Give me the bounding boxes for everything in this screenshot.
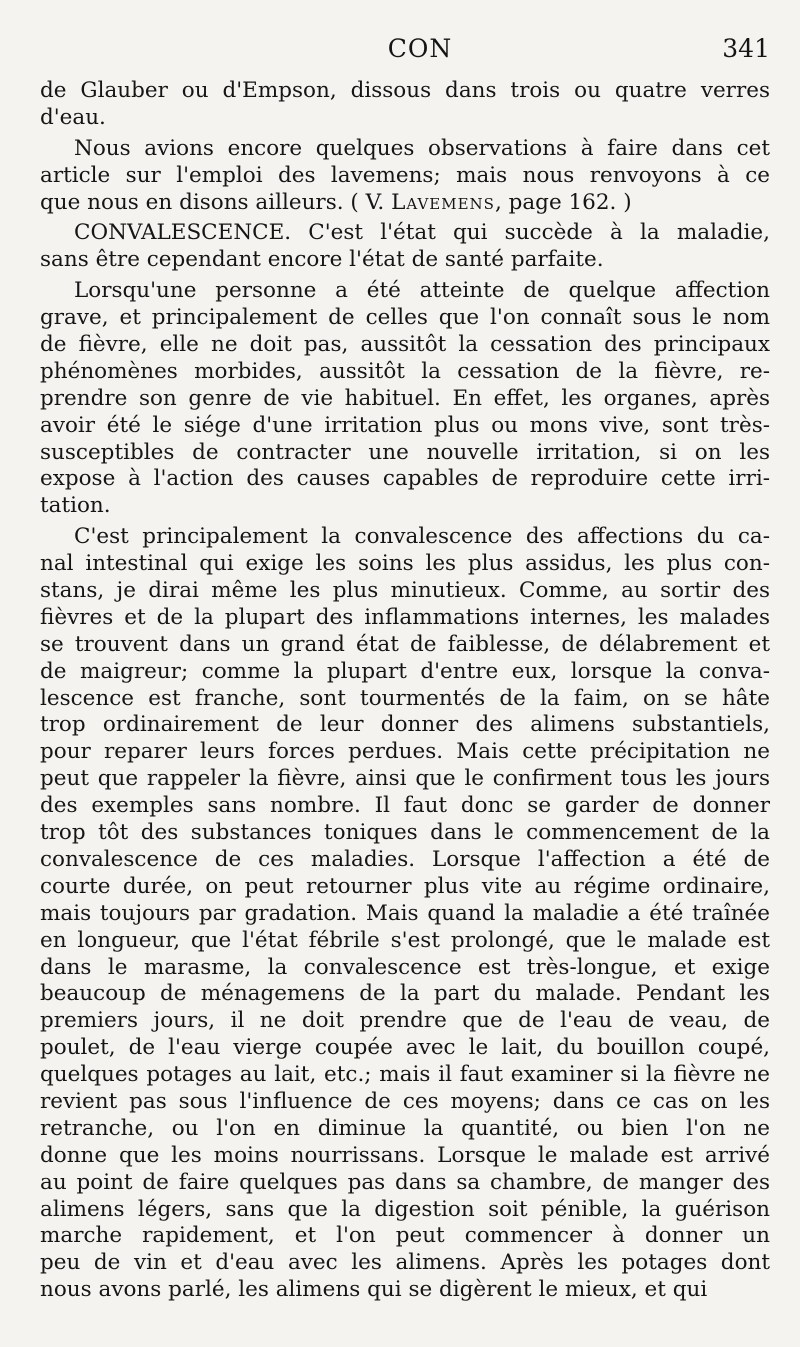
text-line: quelques potages au lait, etc.; mais il faut examiner si la fièvre ne <box>40 1062 770 1088</box>
paragraph <box>40 220 770 274</box>
text-line: revient pas sous l'influence de ces moyens; dans ce cas on les <box>40 1088 770 1114</box>
text-line: expose à l'action des causes capables de reproduire cette irri- <box>40 466 770 492</box>
text-line: fièvres et de la plupart des inflammations internes, les malades <box>40 604 770 630</box>
text-line: de Glauber ou d'Empson, dissous dans trois ou quatre verres <box>40 78 770 103</box>
text-line: au point de faire quelques pas dans sa chambre, de manger des <box>40 1169 770 1195</box>
page-number: 341 <box>722 34 770 63</box>
text-line: grave, et principalement de celles que l'on connaît sous le nom <box>40 305 770 331</box>
text-line: susceptibles de contracter une nouvelle irritation, si on les <box>40 439 770 465</box>
text-line: trop tôt des substances toniques dans le commencement de la <box>40 820 770 846</box>
text-line: retranche, ou l'on en diminue la quantité, ou bien l'on ne <box>40 1115 770 1141</box>
text-line: pour reparer leurs forces perdues. Mais cette précipitation ne <box>40 739 770 765</box>
text-line: peu de vin et d'eau avec les alimens. Après les potages dont <box>40 1250 770 1276</box>
small-caps-term: Lavemens <box>391 189 495 215</box>
text-line: nal intestinal qui exige les soins les plus assidus, les plus con- <box>40 551 770 577</box>
text-line: CONVALESCENCE. C'est l'état qui succède à la maladie, <box>74 220 770 246</box>
text-line: nous avons parlé, les alimens qui se digèrent le mieux, et qui <box>40 1277 708 1303</box>
text-line: trop ordinairement de leur donner des alimens substantiels, <box>40 712 770 738</box>
text-line: lescence est franche, sont tourmentés de la faim, on se hâte <box>40 685 770 711</box>
text-line: Lorsqu'une personne a été atteinte de quelque affection <box>74 278 770 304</box>
text-line: de fièvre, elle ne doit pas, aussitôt la cessation des principaux <box>40 332 770 358</box>
text-line: alimens légers, sans que la digestion soit pénible, la guérison <box>40 1196 770 1222</box>
text-line: en longueur, que l'état fébrile s'est prolongé, que le malade est <box>40 927 770 953</box>
text-line: tation. <box>40 493 111 519</box>
text-line: donne que les moins nourrissans. Lorsque le malade est arrivé <box>40 1142 770 1168</box>
text-line: stans, je dirai même les plus minutieux. Comme, au sortir des <box>40 578 770 604</box>
paragraph <box>40 524 770 1304</box>
text-line: phénomènes morbides, aussitôt la cessation de la fièvre, re- <box>40 358 770 384</box>
paragraph <box>40 136 770 217</box>
text-line: dans le marasme, la convalescence est très-longue, et exige <box>40 954 770 980</box>
text-line: d'eau. <box>40 104 106 130</box>
text-line: prendre son genre de vie habituel. En effet, les organes, après <box>40 385 770 411</box>
text-line: avoir été le siége d'une irritation plus ou mons vive, sont très- <box>40 412 770 438</box>
paragraph <box>40 78 770 132</box>
text-line: convalescence de ces maladies. Lorsque l'affection a été de <box>40 846 770 872</box>
text-line: sans être cependant encore l'état de santé parfaite. <box>40 247 604 273</box>
text-line: se trouvent dans un grand état de faiblesse, de délabrement et <box>40 631 770 657</box>
text-line: peut que rappeler la fièvre, ainsi que le confirment tous les jours <box>40 766 770 792</box>
text-line: que nous en disons ailleurs. ( V. Lavemens, page 162. ) <box>40 189 632 215</box>
text-line: poulet, de l'eau vierge coupée avec le lait, du bouillon coupé, <box>40 1035 770 1061</box>
text-line: C'est principalement la convalescence des affections du ca- <box>74 524 770 550</box>
running-head: CON <box>387 34 453 63</box>
text-line: premiers jours, il ne doit prendre que de l'eau de veau, de <box>40 1008 770 1034</box>
text-line: article sur l'emploi des lavemens; mais nous renvoyons à ce <box>40 162 770 188</box>
body-text <box>40 78 770 1304</box>
text-line: courte durée, on peut retourner plus vite au régime ordinaire, <box>40 873 770 899</box>
text-line: des exemples sans nombre. Il faut donc se garder de donner <box>40 793 770 819</box>
paragraph <box>40 278 770 520</box>
text-line: mais toujours par gradation. Mais quand la maladie a été traînée <box>40 900 770 926</box>
text-line: marche rapidement, et l'on peut commencer à donner un <box>40 1223 770 1249</box>
text-line: Nous avions encore quelques observations à faire dans cet <box>74 135 770 161</box>
text-line: beaucoup de ménagemens de la part du malade. Pendant les <box>40 981 770 1007</box>
text-line: de maigreur; comme la plupart d'entre eux, lorsque la conva- <box>40 658 770 684</box>
page-header <box>40 34 770 70</box>
